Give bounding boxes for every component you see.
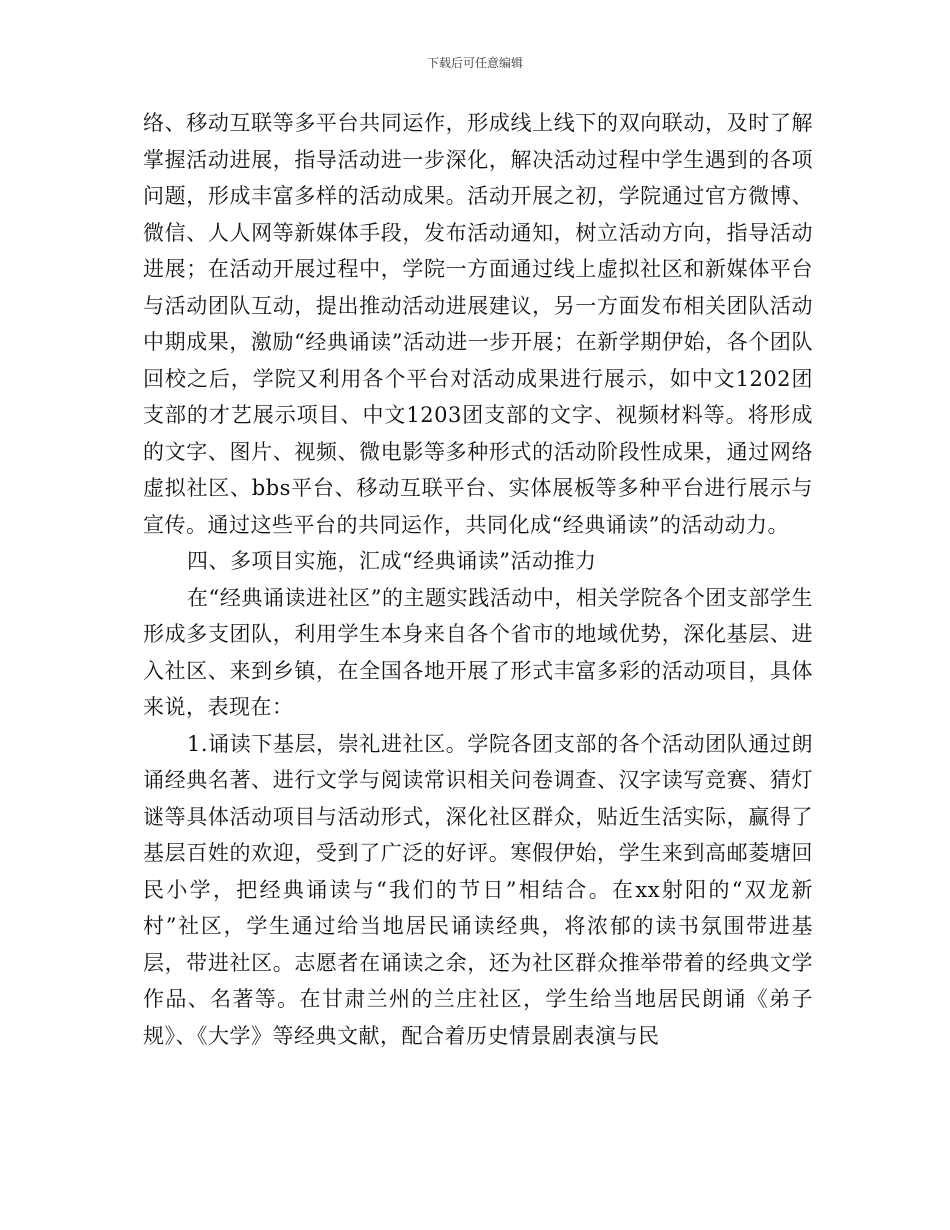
document-body [143,105,813,1054]
paragraph-item-1: 1.诵读下基层，崇礼进社区。学院各团支部的各个活动团队通过朗诵经典名著、进行文学与阅读常识相关问卷调查、汉字读写竞赛、猜灯谜等具体活动项目与活动形式，深化社区群众，贴近生活实际，赢得了基层百姓的欢迎，受到了广泛的好评。寒假伊始，学生来到高邮菱塘回民小学，把经典诵读与“我们的节日”相结合。在xx射阳的“双龙新村”社区，学生通过给当地居民诵读经典，将浓郁的读书氛围带进基层，带进社区。志愿者在诵读之余，还为社区群众推举带着的经典文学作品、名著等。在甘肃兰州的兰庄社区，学生给当地居民朗诵《弟子规》、《大学》等经典文献，配合着历史情景剧表演与民 [143,731,813,1048]
paragraph-intro: 在“经典诵读进社区”的主题实践活动中，相关学院各个团支部学生形成多支团队，利用学生本身来自各个省市的地域优势，深化基层、进入社区、来到乡镇，在全国各地开展了形式丰富多彩的活动项目，具体来说，表现在： [143,585,813,719]
header-note: 下载后可任意编辑 [426,56,523,70]
paragraph-continued: 络、移动互联等多平台共同运作，形成线上线下的双向联动，及时了解掌握活动进展，指导活动进一步深化，解决活动过程中学生遇到的各项问题，形成丰富多样的活动成果。活动开展之初，学院通过官方微博、微信、人人网等新媒体手段，发布活动通知，树立活动方向，指导活动进展；在活动开展过程中，学院一方面通过线上虚拟社区和新媒体平台与活动团队互动，提出推动活动进展建议，另一方面发布相关团队活动中期成果，激励“经典诵读”活动进一步开展；在新学期伊始，各个团队回校之后，学院又利用各个平台对活动成果进行展示，如中文1202团支部的才艺展示项目、中文1203团支部的文字、视频材料等。将形成的文字、图片、视频、微电影等多种形式的活动阶段性成果，通过网络虚拟社区、bbs平台、移动互联平台、实体展板等多种平台进行展示与宣传。通过这些平台的共同运作，共同化成“经典诵读”的活动动力。 [143,111,813,537]
section-heading: 四、多项目实施，汇成“经典诵读”活动推力 [187,549,597,573]
